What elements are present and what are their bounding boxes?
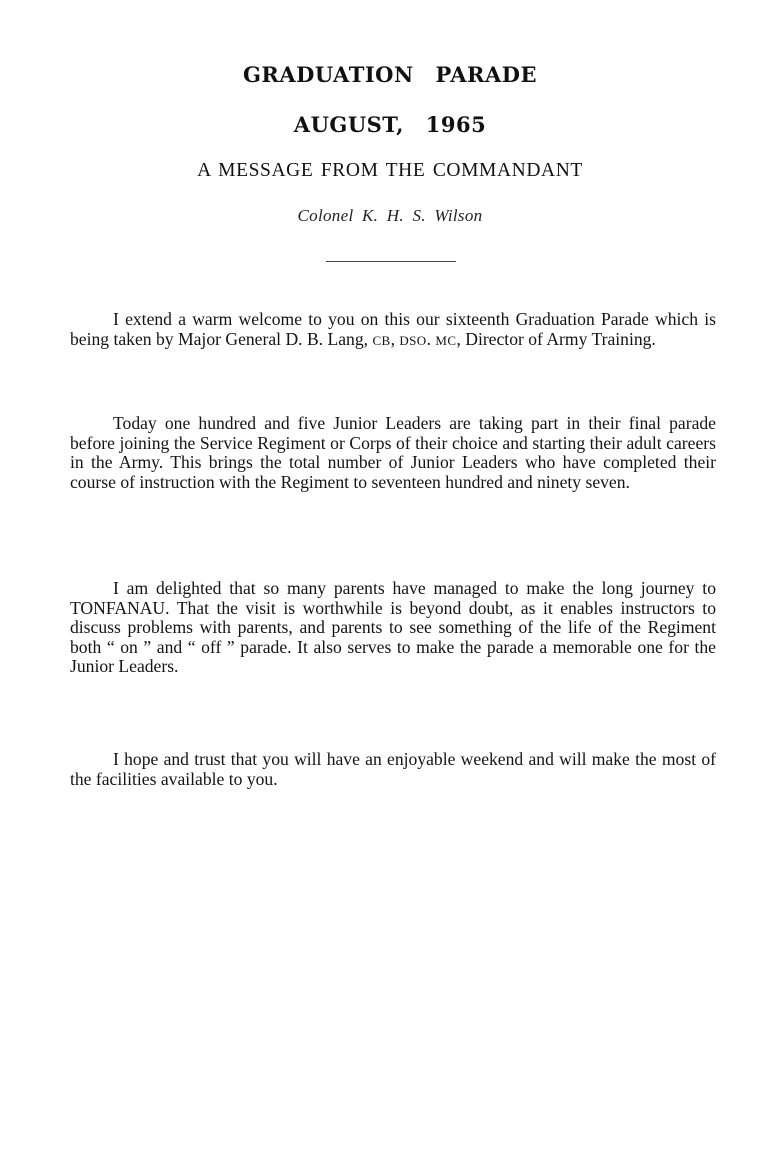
paragraph-text: I am delighted that so many parents have managed to make the long journey to TONFANAU. That the visit is worthwhile is beyond doubt, as it enables instructors to discuss problems with parents, and parents to see something of the life of the Regiment both “ on ” and “ off ” parade. It also serves to make the parade a memorable one for the Junior Leaders. — [70, 578, 716, 677]
paragraph-junior-leaders — [70, 414, 716, 524]
byline-author: Colonel K. H. S. Wilson — [297, 206, 483, 225]
postnominal-dso: DSO — [399, 332, 427, 348]
heading-date: AUGUST, 1965 — [293, 112, 487, 137]
heading-title: GRADUATION PARADE — [243, 62, 537, 87]
divider-rule — [326, 261, 456, 262]
subheading: A MESSAGE FROM THE COMMANDANT — [197, 160, 583, 181]
paragraph-text: I hope and trust that you will have an enjoyable weekend and will make the most of the facilities available to you. — [70, 749, 716, 789]
paragraph-parents — [70, 579, 716, 709]
paragraph-closing — [70, 750, 716, 821]
paragraph-text: Today one hundred and five Junior Leaders are taking part in their final parade before joining the Service Regiment or Corps of their choice and starting their adult careers in the Army. This brings the total number of Junior Leaders who have completed their course of instruction with the Regiment to seventeen hundred and ninety seven. — [70, 413, 716, 492]
separator: , — [390, 328, 400, 349]
postnominal-mc: MC — [435, 332, 457, 348]
separator: . — [426, 328, 436, 349]
paragraph-welcome — [70, 310, 716, 382]
postnominal-cb: CB — [372, 332, 391, 348]
paragraph-text-part: , Director of Army Training. — [456, 328, 656, 349]
paragraph-text — [70, 310, 716, 350]
paragraph-text-part: I extend a warm welcome to you on this our sixteenth Graduation Parade which is being taken by Major General D. B. Lang, — [70, 309, 716, 349]
